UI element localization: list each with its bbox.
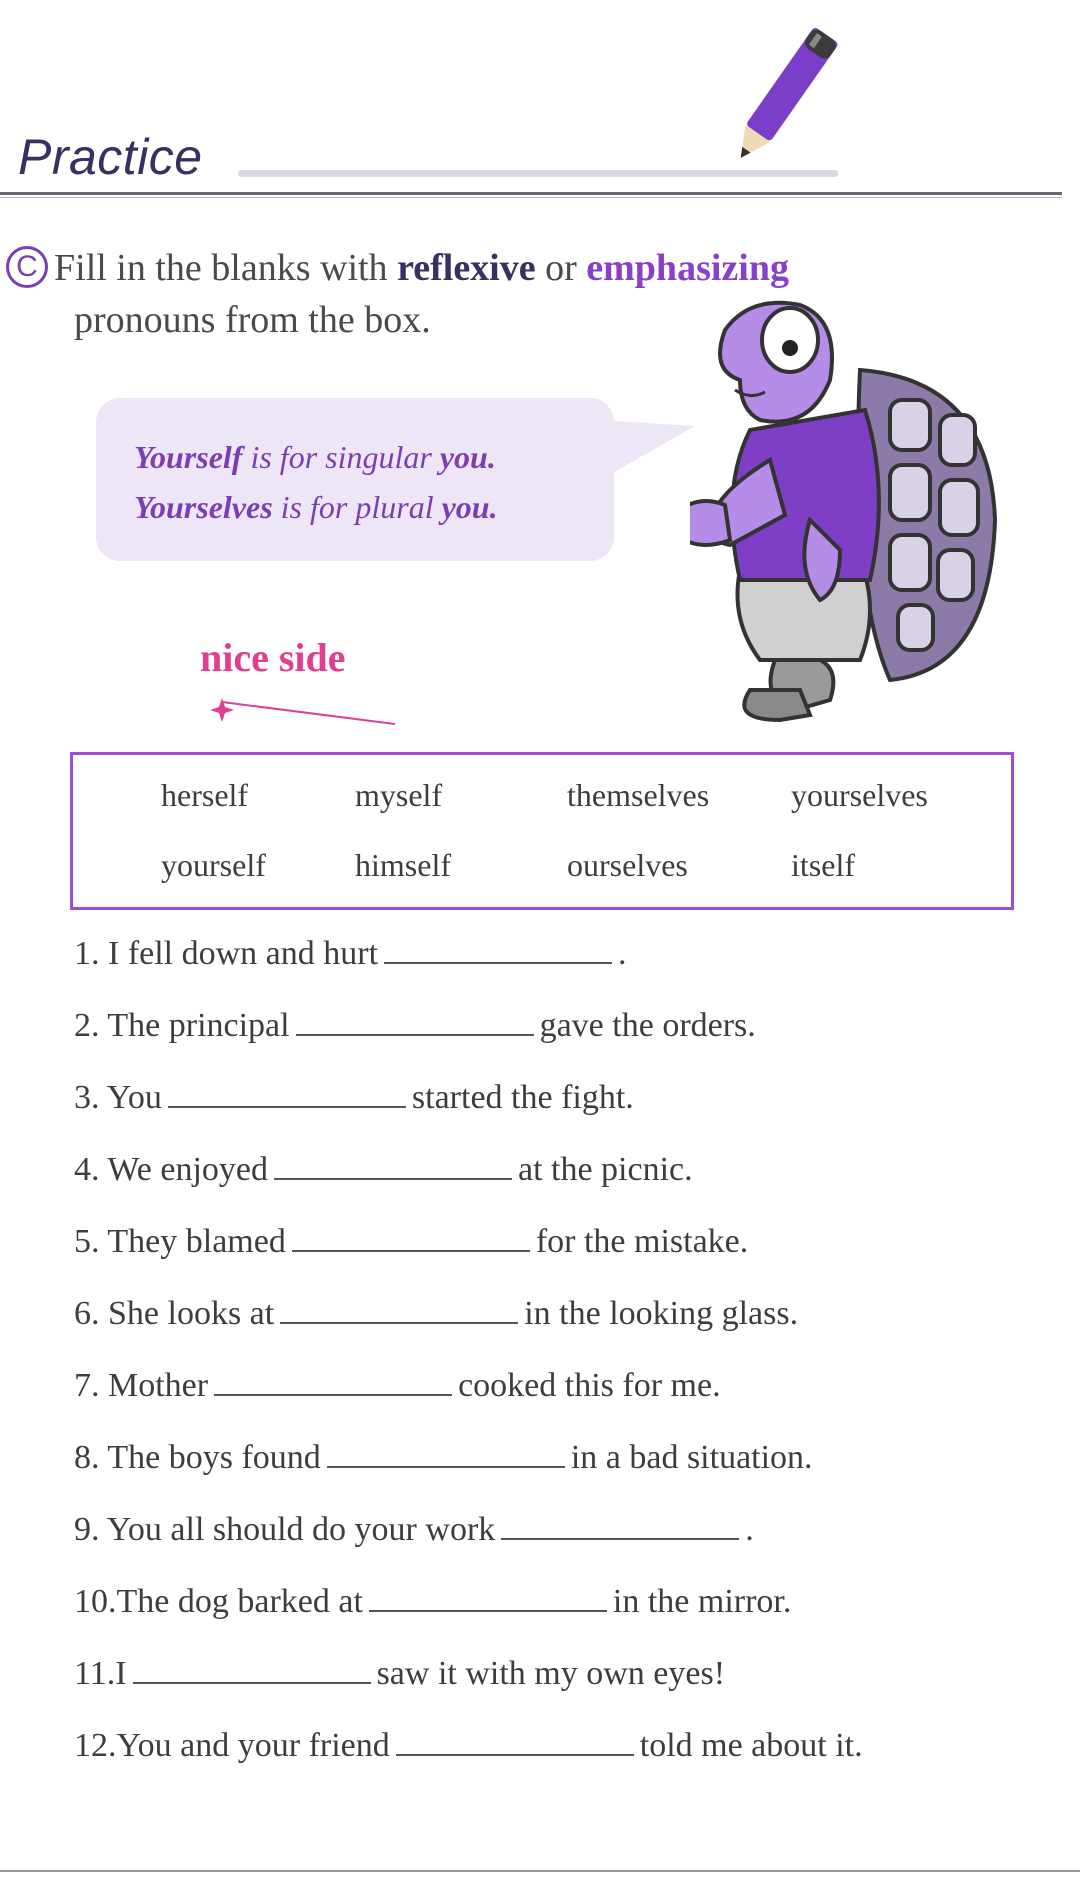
exercise-item-4: 4. We enjoyed at the picnic. bbox=[74, 1148, 693, 1189]
instruction-line-2: pronouns from the box. bbox=[74, 299, 431, 341]
watermark-sparkle-icon bbox=[210, 698, 400, 728]
answer-blank[interactable] bbox=[296, 1004, 534, 1036]
word-herself: herself bbox=[161, 777, 249, 813]
exercise-item-5: 5. They blamed for the mistake. bbox=[74, 1220, 748, 1261]
section-marker: C bbox=[6, 246, 48, 288]
word-yourself: yourself bbox=[161, 847, 266, 883]
word-yourselves: yourselves bbox=[791, 777, 928, 813]
answer-blank[interactable] bbox=[280, 1292, 518, 1324]
exercise-item-10: 10.The dog barked at in the mirror. bbox=[74, 1580, 791, 1621]
answer-blank[interactable] bbox=[168, 1076, 406, 1108]
word-myself: myself bbox=[355, 777, 443, 813]
watermark-text: nice side bbox=[200, 635, 346, 680]
speech-bubble-tail bbox=[600, 420, 700, 500]
tip-text bbox=[134, 432, 498, 532]
exercise-item-7: 7. Mother cooked this for me. bbox=[74, 1364, 721, 1405]
answer-blank[interactable] bbox=[396, 1724, 634, 1756]
exercise-item-1: 1. I fell down and hurt . bbox=[74, 932, 627, 973]
answer-blank[interactable] bbox=[214, 1364, 452, 1396]
tip-line-2: Yourselves is for plural you. bbox=[134, 489, 498, 525]
exercise-item-9: 9. You all should do your work . bbox=[74, 1508, 754, 1549]
instruction-text-start: Fill in the blanks with bbox=[54, 247, 398, 289]
exercise-item-2: 2. The principal gave the orders. bbox=[74, 1004, 756, 1045]
word-himself: himself bbox=[355, 847, 451, 883]
header-rule-thin bbox=[0, 197, 1062, 198]
page-title: Practice bbox=[18, 129, 203, 185]
turtle-illustration bbox=[690, 290, 1010, 740]
instruction-text-mid: or bbox=[535, 247, 587, 289]
tip-line-1: Yourself is for singular you. bbox=[134, 439, 496, 475]
exercise-item-12: 12.You and your friend told me about it. bbox=[74, 1724, 863, 1765]
word-box bbox=[70, 752, 1014, 910]
answer-blank[interactable] bbox=[292, 1220, 530, 1252]
header-rule bbox=[0, 192, 1062, 195]
exercise-item-11: 11.I saw it with my own eyes! bbox=[74, 1652, 725, 1693]
answer-blank[interactable] bbox=[327, 1436, 565, 1468]
exercise-item-8: 8. The boys found in a bad situation. bbox=[74, 1436, 813, 1477]
answer-blank[interactable] bbox=[501, 1508, 739, 1540]
pencil-icon bbox=[700, 20, 860, 180]
keyword-reflexive: reflexive bbox=[397, 247, 536, 289]
word-itself: itself bbox=[791, 847, 855, 883]
exercise-item-3: 3. You started the fight. bbox=[74, 1076, 634, 1117]
keyword-emphasizing: emphasizing bbox=[586, 247, 789, 289]
answer-blank[interactable] bbox=[369, 1580, 607, 1612]
word-ourselves: ourselves bbox=[567, 847, 688, 883]
answer-blank[interactable] bbox=[274, 1148, 512, 1180]
answer-blank[interactable] bbox=[133, 1652, 371, 1684]
answer-blank[interactable] bbox=[384, 932, 612, 964]
exercise-item-6: 6. She looks at in the looking glass. bbox=[74, 1292, 798, 1333]
word-themselves: themselves bbox=[567, 777, 710, 813]
footer-rule bbox=[0, 1870, 1080, 1872]
